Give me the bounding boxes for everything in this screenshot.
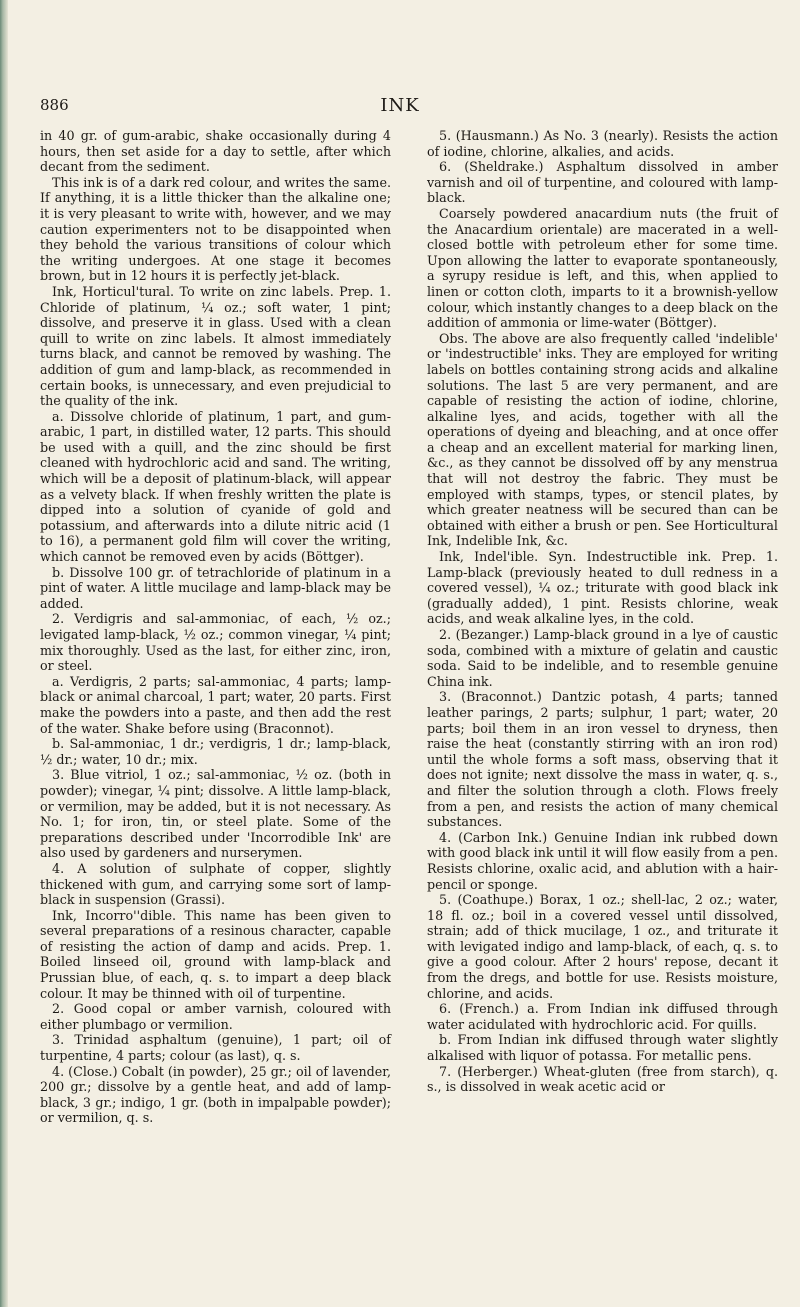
left-column <box>40 128 391 1126</box>
entry-horticultural-ink: Ink, Horticul'tural. To write on zinc labels. Prep. 1. Chloride of platinum, ¼ oz.; soft water, 1 pint; dissolve, and preserve it in glass. Used with a clean quill to write on zinc labels. It almost immediately turns black, and cannot be removed by washing. The addition of gum and lamp-black, as recommended in certain books, is unnecessary, and even prejudicial to the quality of the ink. <box>40 283 391 409</box>
page-binding-edge <box>0 0 8 1307</box>
paragraph: Obs. The above are also frequently called 'indelible' or 'indestructible' inks. They are employed for writing labels on bottles containing strong acids and alkaline solutions. The last 5 are very permanent, and are capable of resisting the action of iodine, chlorine, alkaline lyes, and acids, together with all the operations of dyeing and bleaching, and at once offer a cheap and an excellent material for marking linen, &c., as they cannot be dissolved off by any menstrua that will not destroy the fabric. They must be employed with stamps, types, or stencil plates, by which greater neatness will be secured than can be obtained with either a brush or pen. See Horticultural Ink, Indelible Ink, &c. <box>427 330 778 549</box>
entry-indelible-ink: Ink, Indel'ible. Syn. Indestructible ink. Prep. 1. Lamp-black (previously heated to dull redness in a covered vessel), ¼ oz.; triturate with good black ink (gradually added), 1 pint. Resists chlorine, weak acids, and weak alkaline lyes, in the cold. <box>427 549 778 627</box>
paragraph: a. Verdigris, 2 parts; sal-ammoniac, 4 parts; lamp-black or animal charcoal, 1 part; water, 20 parts. First make the powders into a paste, and then add the rest of the water. Shake before using (Braconnot). <box>40 673 391 736</box>
paragraph: 4. A solution of sulphate of copper, slightly thickened with gum, and carrying some sort of lamp-black in suspension (Grassi). <box>40 860 391 908</box>
page-header <box>0 96 800 126</box>
paragraph: This ink is of a dark red colour, and writes the same. If anything, it is a little thicker than the alkaline one; it is very pleasant to write with, however, and we may caution experimenters not to be disappointed when they behold the various transitions of colour which the writing undergoes. At one stage it becomes brown, but in 12 hours it is perfectly jet-black. <box>40 174 391 284</box>
paragraph: 2. Good copal or amber varnish, coloured with either plumbago or vermilion. <box>40 1001 391 1032</box>
paragraph: 5. (Coathupe.) Borax, 1 oz.; shell-lac, 2 oz.; water, 18 fl. oz.; boil in a covered vessel until dissolved, strain; add of thick mucilage, 1 oz., and triturate it with levigated indigo and lamp-black, of each, q. s. to give a good colour. After 2 hours' repose, decant it from the dregs, and bottle for use. Resists moisture, chlorine, and acids. <box>427 892 778 1001</box>
paragraph: 4. (Carbon Ink.) Genuine Indian ink rubbed down with good black ink until it will flow easily from a pen. Resists chlorine, oxalic acid, and ablution with a hair-pencil or sponge. <box>427 829 778 892</box>
paragraph: b. Dissolve 100 gr. of tetrachloride of platinum in a pint of water. A little mucilage and lamp-black may be added. <box>40 564 391 611</box>
paragraph: Coarsely powdered anacardium nuts (the fruit of the Anacardium orientale) are macerated in a well-closed bottle with petroleum ether for some time. Upon allowing the latter to evaporate spontaneously, a syrupy residue is left, and this, when applied to linen or cotton cloth, imparts to it a brownish-yellow colour, which instantly changes to a deep black on the addition of ammonia or lime-water (Böttger). <box>427 205 778 331</box>
paragraph: 6. (French.) a. From Indian ink diffused through water acidulated with hydrochloric acid. For quills. <box>427 1001 778 1032</box>
paragraph: 3. Trinidad asphaltum (genuine), 1 part; oil of turpentine, 4 parts; colour (as last), q. s. <box>40 1032 391 1064</box>
paragraph: in 40 gr. of gum-arabic, shake occasionally during 4 hours, then set aside for a day to settle, after which decant from the sediment. <box>40 128 391 175</box>
paragraph: 4. (Close.) Cobalt (in powder), 25 gr.; oil of lavender, 200 gr.; dissolve by a gentle heat, and add of lamp-black, 3 gr.; indigo, 1 gr. (both in impalpable powder); or vermilion, q. s. <box>40 1063 391 1126</box>
paragraph: 3. (Braconnot.) Dantzic potash, 4 parts; tanned leather parings, 2 parts; sulphur, 1 part; water, 20 parts; boil them in an iron vessel to dryness, then raise the heat (constantly stirring with an iron rod) until the whole forms a soft mass, observing that it does not ignite; next dissolve the mass in water, q. s., and filter the solution through a cloth. Flows freely from a pen, and resists the action of many chemical substances. <box>427 689 778 830</box>
paragraph: 3. Blue vitriol, 1 oz.; sal-ammoniac, ½ oz. (both in powder); vinegar, ¼ pint; dissolve. A little lamp-black, or vermilion, may be added, but it is not necessary. As No. 1; for iron, tin, or steel plate. Some of the preparations described under 'Incorrodible Ink' are also used by gardeners and nurserymen. <box>40 767 391 861</box>
entry-incorrodible-ink: Ink, Incorro''dible. This name has been given to several preparations of a resinous character, capable of resisting the action of damp and acids. Prep. 1. Boiled linseed oil, ground with lamp-black and Prussian blue, of each, q. s. to impart a deep black colour. It may be thinned with oil of turpentine. <box>40 907 391 1001</box>
paragraph: 6. (Sheldrake.) Asphaltum dissolved in amber varnish and oil of turpentine, and coloured with lamp-black. <box>427 159 778 206</box>
paragraph: b. Sal-ammoniac, 1 dr.; verdigris, 1 dr.; lamp-black, ½ dr.; water, 10 dr.; mix. <box>40 736 391 767</box>
paragraph: b. From Indian ink diffused through water slightly alkalised with liquor of potassa. For metallic pens. <box>427 1032 778 1064</box>
paragraph: 5. (Hausmann.) As No. 3 (nearly). Resists the action of iodine, chlorine, alkalies, and acids. <box>427 128 778 159</box>
paragraph: 2. (Bezanger.) Lamp-black ground in a lye of caustic soda, combined with a mixture of gelatin and caustic soda. Said to be indelible, and to resemble genuine China ink. <box>427 627 778 689</box>
paragraph: a. Dissolve chloride of platinum, 1 part, and gum-arabic, 1 part, in distilled water, 12 parts. This should be used with a quill, and the zinc should be first cleaned with hydrochloric acid and sand. The writing, which will be a deposit of platinum-black, will appear as a velvety black. If when freshly written the plate is dipped into a solution of cyanide of gold and potassium, and afterwards into a dilute nitric acid (1 to 16), a permanent gold film will cover the writing, which cannot be removed even by acids (Böttger). <box>40 408 391 565</box>
paragraph: 2. Verdigris and sal-ammoniac, of each, ½ oz.; levigated lamp-black, ½ oz.; common vinegar, ¼ pint; mix thoroughly. Used as the last, for either zinc, iron, or steel. <box>40 611 391 674</box>
page-number: 886 <box>40 96 69 114</box>
right-column <box>427 128 778 1095</box>
paragraph: 7. (Herberger.) Wheat-gluten (free from starch), q. s., is dissolved in weak acetic acid or <box>427 1063 778 1095</box>
running-head: INK <box>380 95 420 116</box>
